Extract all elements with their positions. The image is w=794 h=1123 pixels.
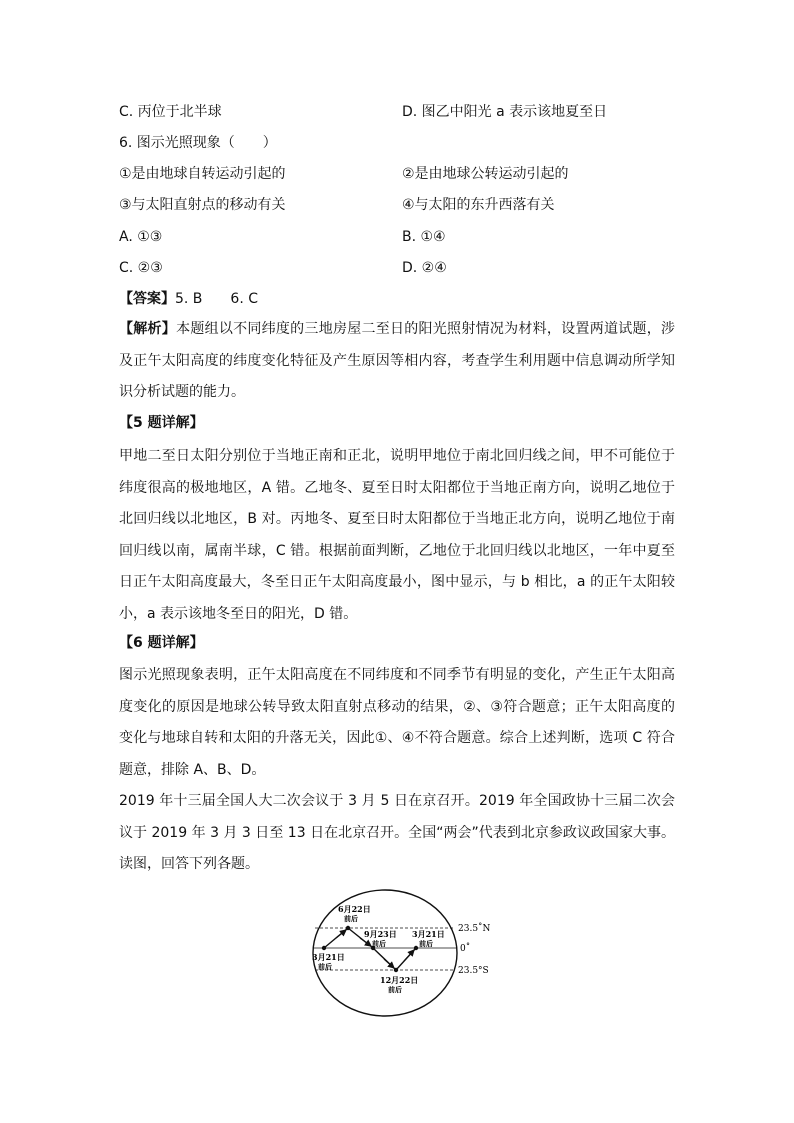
- answer-line: [119, 289, 258, 309]
- analysis-paragraph: [119, 314, 675, 409]
- analysis-label: 【解析】: [119, 321, 177, 337]
- path-arrow-3: [384, 959, 394, 968]
- q6-statement-1: ①是由地球自转运动引起的: [119, 166, 286, 182]
- label-jun22-qianhou: 前后: [344, 914, 358, 923]
- point-dec22: [394, 968, 398, 972]
- q5-option-c: C. 丙位于北半球: [119, 104, 222, 120]
- detail6-paragraph: 图示光照现象表明，正午太阳高度在不同纬度和不同季节有明显的变化，产生正午太阳高度变化的原因是地球公转导致太阳直射点移动的结果，②、③符合题意；正午太阳高度的变化与地球自转和太阳的升落无关，因此①、④不符合题意。综合上述判断，选项 C 符合题意，排除 A、B、D。: [119, 667, 675, 778]
- label-jun22: 6月22日: [338, 904, 371, 914]
- label-lat-equator: 0˚: [460, 944, 471, 954]
- point-jun22: [346, 926, 350, 930]
- point-mar21-left: [322, 946, 326, 950]
- label-lat-south: 23.5°S: [458, 966, 489, 976]
- label-dec22: 12月22日: [380, 975, 419, 985]
- label-mar21-left: 3月21日: [312, 952, 345, 962]
- answer-text: 5. B 6. C: [175, 291, 258, 307]
- q6-statement-2: ②是由地球公转运动引起的: [402, 166, 569, 182]
- label-dec22-qianhou: 前后: [388, 985, 402, 994]
- answer-label: 【答案】: [119, 291, 175, 307]
- sun-direct-point-diagram: [300, 888, 510, 1018]
- detail6-heading: 【6 题详解】: [119, 635, 204, 651]
- q6-statement-3: ③与太阳直射点的移动有关: [119, 197, 286, 213]
- path-arrow-4: [404, 950, 414, 961]
- path-arrow-2: [360, 938, 371, 946]
- label-lat-north: 23.5˚N: [458, 924, 491, 934]
- q6-option-b: B. ①④: [402, 229, 446, 245]
- detail5-heading: 【5 题详解】: [119, 415, 204, 431]
- label-sep23-qianhou: 前后: [372, 939, 386, 948]
- detail5-paragraph: 甲地二至日太阳分别位于当地正南和正北，说明甲地位于南北回归线之间，甲不可能位于纬度很高的极地地区，A 错。乙地冬、夏至日时太阳都位于当地正南方向，说明乙地位于北回归线以北地区，B 对。丙地冬、夏至日时太阳都位于当地正北方向，说明乙地位于南回归线以南，属南半球，C 错。根据前面判断，乙地位于北回归线以北地区，一年中夏至日正午太阳高度最大，冬至日正午太阳高度最小，图中显示，与 b 相比，a 的正午太阳较小，a 表示该地冬至日的阳光，D 错。: [119, 448, 675, 622]
- label-mar21-left-qianhou: 前后: [318, 962, 332, 971]
- path-arrow-1: [336, 930, 346, 938]
- q6-stem: 6. 图示光照现象（ ）: [119, 135, 277, 151]
- q6-option-a: A. ①③: [119, 229, 163, 245]
- point-mar21-right: [414, 946, 418, 950]
- q6-statement-4: ④与太阳的东升西落有关: [402, 197, 555, 213]
- q6-option-d: D. ②④: [402, 260, 447, 276]
- analysis-text: 本题组以不同纬度的三地房屋二至日的阳光照射情况为材料，设置两道试题，涉及正午太阳高度的纬度变化特征及产生原因等相内容，考查学生利用题中信息调动所学知识分析试题的能力。: [119, 321, 676, 400]
- label-mar21-right: 3月21日: [412, 929, 445, 939]
- label-sep23: 9月23日: [364, 929, 397, 939]
- q6-option-c: C. ②③: [119, 260, 163, 276]
- label-mar21-right-qianhou: 前后: [419, 939, 433, 948]
- intro-paragraph: 2019 年十三届全国人大二次会议于 3 月 5 日在京召开。2019 年全国政协十三届二次会议于 2019 年 3 月 3 日至 13 日在北京召开。全国“两会”代表到北京参政议政国家大事。读图，回答下列各题。: [119, 793, 675, 872]
- q5-option-d: D. 图乙中阳光 a 表示该地夏至日: [402, 104, 608, 120]
